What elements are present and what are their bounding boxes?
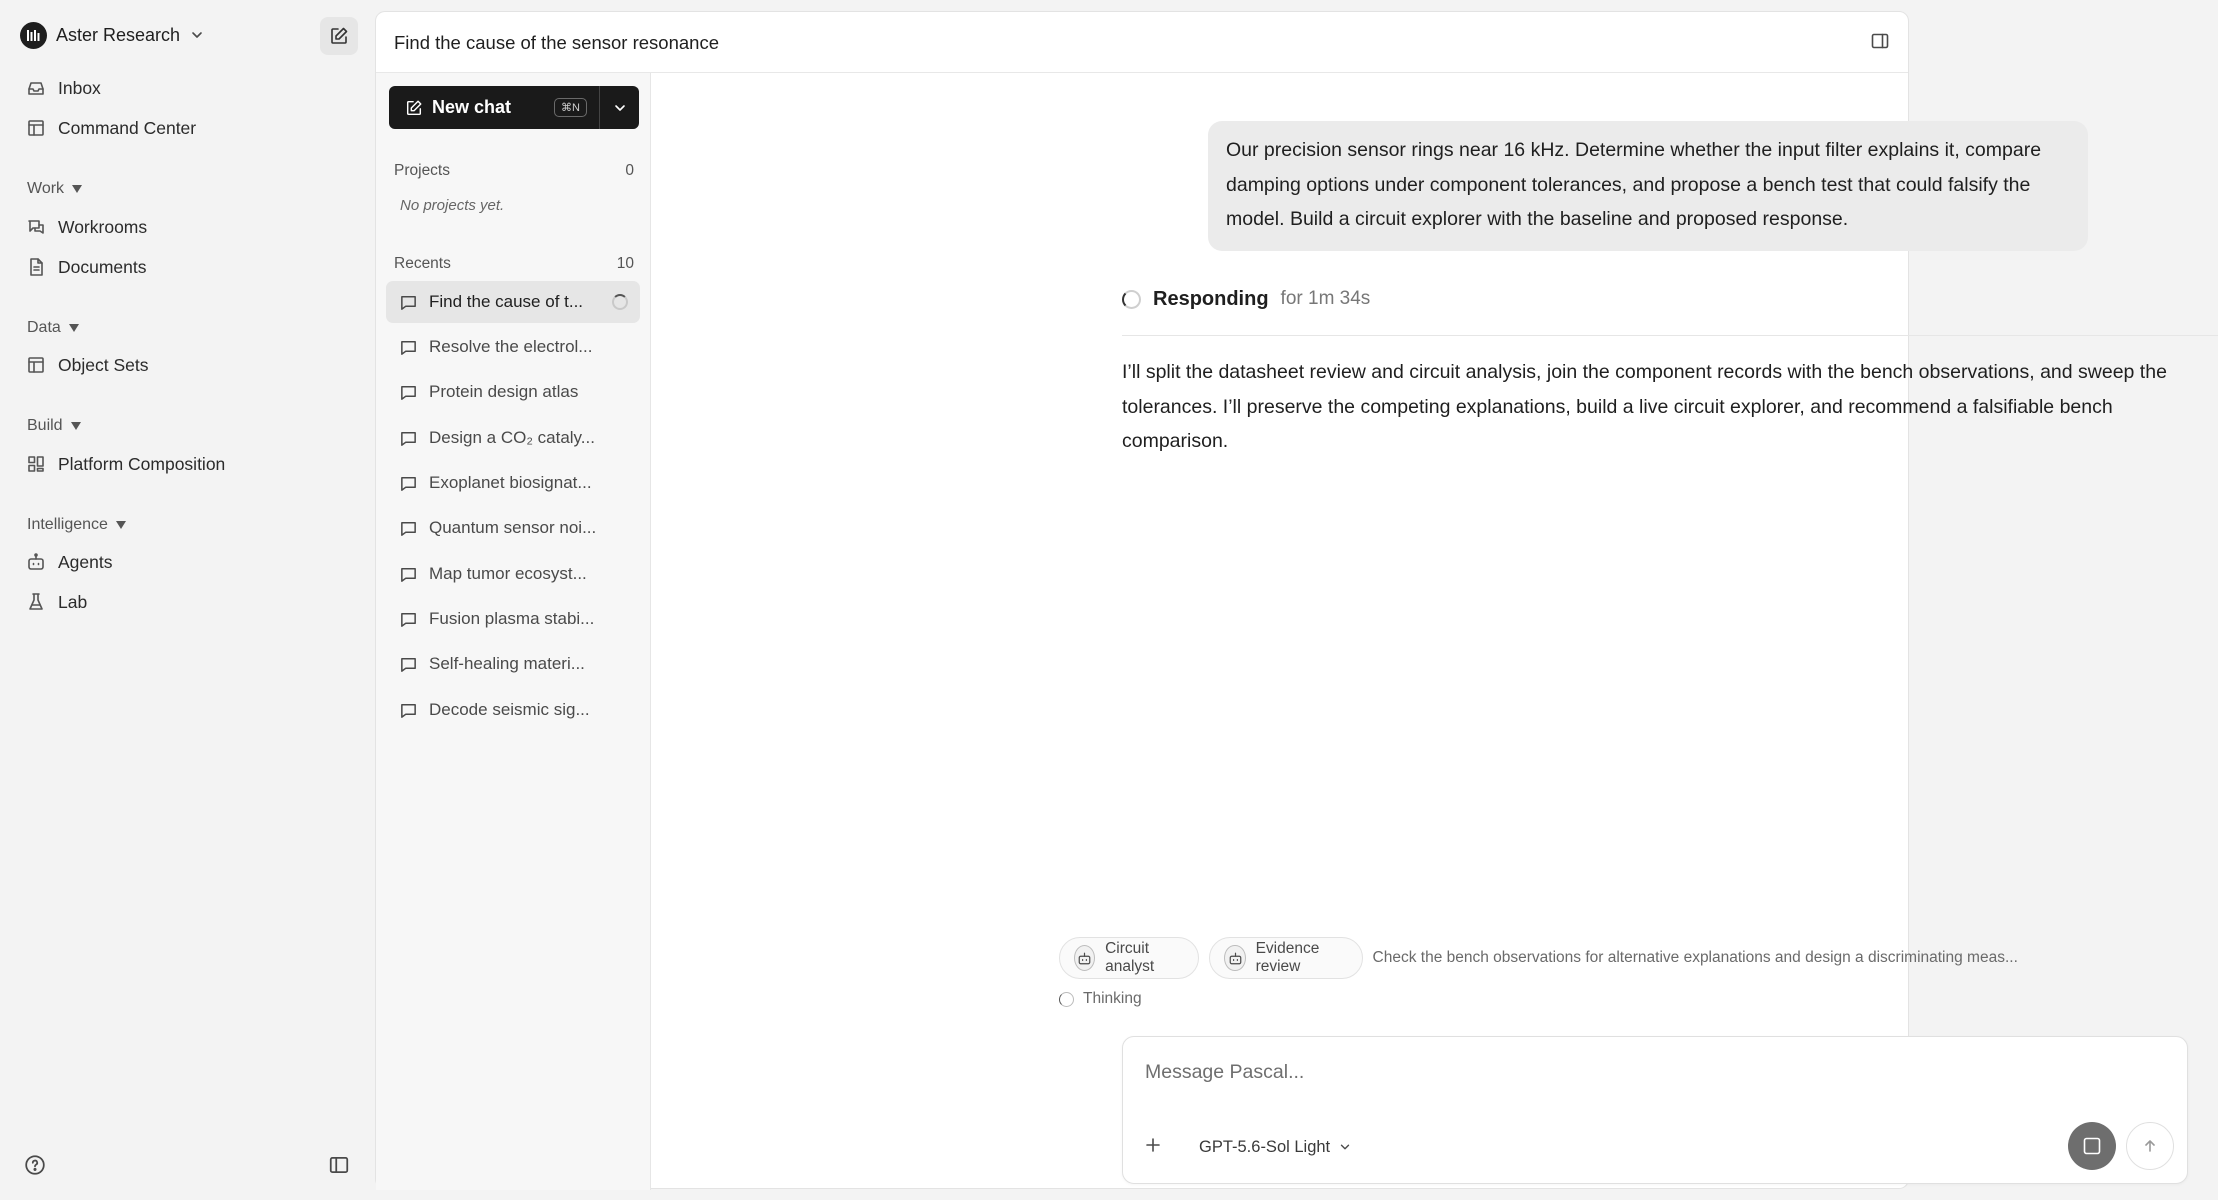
nav-object-sets-label: Object Sets bbox=[58, 354, 149, 375]
recent-chat-item[interactable] bbox=[386, 326, 640, 368]
nav-agents-label: Agents bbox=[58, 551, 113, 572]
collapse-sidebar-button[interactable] bbox=[328, 1154, 350, 1176]
recent-chat-title: Resolve the electrol... bbox=[429, 337, 593, 356]
chevron-down-icon bbox=[189, 27, 205, 43]
chat-list-panel bbox=[376, 73, 651, 1190]
inbox-icon bbox=[26, 78, 46, 98]
org-name: Aster Research bbox=[56, 24, 181, 45]
org-switcher[interactable] bbox=[20, 20, 205, 50]
recent-chat-title: Map tumor ecosyst... bbox=[429, 564, 587, 583]
grid-icon bbox=[26, 454, 46, 474]
section-work[interactable] bbox=[27, 178, 82, 200]
thinking-indicator bbox=[1059, 990, 1142, 1008]
nav-workrooms[interactable] bbox=[26, 211, 147, 243]
chat-bubble-icon bbox=[399, 293, 418, 312]
attach-button[interactable] bbox=[1143, 1135, 1163, 1155]
recent-chat-item[interactable] bbox=[386, 553, 640, 595]
recent-chat-item[interactable] bbox=[386, 417, 640, 459]
arrow-up-icon bbox=[2142, 1138, 2158, 1154]
projects-label: Projects bbox=[394, 162, 450, 179]
stop-generation-button[interactable] bbox=[2068, 1122, 2116, 1170]
recent-chat-title: Fusion plasma stabi... bbox=[429, 609, 595, 628]
active-agents-row bbox=[1059, 936, 2018, 980]
caret-down-icon bbox=[71, 422, 81, 430]
new-chat-options-button[interactable] bbox=[599, 86, 639, 129]
chat-bubble-icon bbox=[399, 565, 418, 584]
main-header bbox=[376, 12, 1908, 73]
chat-bubble-icon bbox=[399, 610, 418, 629]
section-intelligence[interactable] bbox=[27, 514, 126, 536]
chat-bubbles-icon bbox=[26, 217, 46, 237]
model-name: GPT-5.6-Sol Light bbox=[1199, 1137, 1331, 1156]
nav-command-center[interactable] bbox=[26, 112, 196, 144]
user-message-bubble: Our precision sensor rings near 16 kHz. Determine whether the input filter explains it, compare damping options under component tolerances, and propose a bench test that could falsify the model. Build a circuit explorer with the baseline and proposed response. bbox=[1208, 121, 2088, 251]
agent-chip-evidence-review[interactable] bbox=[1209, 937, 1362, 979]
send-button[interactable] bbox=[2126, 1122, 2174, 1170]
recent-chat-item[interactable] bbox=[386, 643, 640, 685]
chat-bubble-icon bbox=[399, 429, 418, 448]
chat-bubble-icon bbox=[399, 519, 418, 538]
nav-lab[interactable] bbox=[26, 586, 87, 618]
sidebar-toggle-icon bbox=[328, 1154, 350, 1176]
robot-icon bbox=[26, 552, 46, 572]
recents-header bbox=[394, 255, 634, 273]
message-input[interactable] bbox=[1145, 1061, 2145, 1084]
left-sidebar bbox=[0, 0, 374, 1200]
nav-workrooms-label: Workrooms bbox=[58, 216, 148, 237]
nav-inbox-label: Inbox bbox=[58, 77, 101, 98]
new-chat-main[interactable] bbox=[389, 86, 599, 129]
loading-spinner-icon bbox=[1059, 992, 1074, 1007]
table-icon bbox=[26, 355, 46, 375]
nav-platform-composition-label: Platform Composition bbox=[58, 453, 226, 474]
recent-chat-item[interactable] bbox=[386, 689, 640, 731]
section-data[interactable] bbox=[27, 317, 79, 339]
conversation-panel bbox=[652, 73, 2167, 1190]
nav-command-center-label: Command Center bbox=[58, 117, 197, 138]
chat-bubble-icon bbox=[399, 655, 418, 674]
loading-spinner-icon bbox=[1122, 290, 1141, 309]
new-chat-button[interactable] bbox=[389, 86, 639, 129]
section-build[interactable] bbox=[27, 415, 81, 437]
recents-count: 10 bbox=[616, 255, 634, 272]
recent-chat-title: Design a CO₂ cataly... bbox=[429, 428, 595, 447]
help-button[interactable] bbox=[24, 1154, 46, 1176]
page-title: Find the cause of the sensor resonance bbox=[394, 32, 719, 53]
projects-header bbox=[394, 162, 634, 180]
caret-down-icon bbox=[69, 324, 79, 332]
nav-lab-label: Lab bbox=[58, 591, 88, 612]
loading-spinner-icon bbox=[612, 294, 628, 310]
caret-down-icon bbox=[116, 521, 126, 529]
chat-bubble-icon bbox=[399, 474, 418, 493]
robot-icon-wrap bbox=[1074, 945, 1095, 971]
recents-label: Recents bbox=[394, 255, 451, 272]
chat-bubble-icon bbox=[399, 383, 418, 402]
robot-icon bbox=[1077, 951, 1092, 966]
recent-chat-item[interactable] bbox=[386, 598, 640, 640]
section-build-label: Build bbox=[27, 417, 63, 434]
help-icon bbox=[24, 1154, 46, 1176]
recent-chat-item[interactable] bbox=[386, 462, 640, 504]
status-time: for 1m 34s bbox=[1280, 288, 1371, 309]
stop-icon bbox=[2083, 1137, 2101, 1155]
layout-icon bbox=[26, 118, 46, 138]
recent-chat-item[interactable] bbox=[386, 507, 640, 549]
chevron-down-icon bbox=[612, 100, 628, 116]
recent-chat-title: Decode seismic sig... bbox=[429, 700, 590, 719]
caret-down-icon bbox=[72, 185, 82, 193]
nav-platform-composition[interactable] bbox=[26, 448, 225, 480]
agent-chip-circuit-analyst[interactable] bbox=[1059, 937, 1199, 979]
status-label: Responding bbox=[1153, 287, 1269, 310]
nav-object-sets[interactable] bbox=[26, 349, 148, 381]
recent-chat-title: Quantum sensor noi... bbox=[429, 518, 597, 537]
nav-inbox[interactable] bbox=[26, 72, 101, 104]
document-icon bbox=[26, 257, 46, 277]
nav-documents-label: Documents bbox=[58, 256, 147, 277]
shortcut-badge: ⌘N bbox=[554, 98, 587, 117]
assistant-reply: I’ll split the datasheet review and circuit analysis, join the component records with the bench observations, and sweep the tolerances. I’ll preserve the competing explanations, build a live circuit explorer, and recommend a falsifiable bench comparison. bbox=[1122, 361, 2167, 452]
plus-icon bbox=[1143, 1135, 1163, 1155]
section-intelligence-label: Intelligence bbox=[27, 516, 108, 533]
message-composer bbox=[1122, 1036, 2188, 1184]
model-selector[interactable] bbox=[1199, 1135, 1352, 1159]
recent-chat-item[interactable] bbox=[386, 281, 640, 323]
projects-empty-note: No projects yet. bbox=[400, 197, 505, 214]
panel-right-icon bbox=[1870, 31, 1890, 51]
robot-icon bbox=[1228, 951, 1243, 966]
flask-icon bbox=[26, 592, 46, 612]
projects-count: 0 bbox=[625, 162, 634, 179]
chevron-down-icon bbox=[1338, 1140, 1352, 1154]
recent-chat-item[interactable] bbox=[386, 371, 640, 413]
recent-chat-title: Protein design atlas bbox=[429, 382, 579, 401]
nav-agents[interactable] bbox=[26, 546, 112, 578]
compose-button[interactable] bbox=[320, 17, 358, 55]
new-chat-label: New chat bbox=[432, 97, 512, 117]
chat-bubble-icon bbox=[399, 338, 418, 357]
compose-icon bbox=[329, 26, 349, 46]
nav-documents[interactable] bbox=[26, 251, 147, 283]
agent-task-description: Check the bench observations for alternative explanations and design a discriminating meas... bbox=[1372, 949, 2018, 966]
recent-chat-title: Find the cause of t... bbox=[429, 292, 584, 311]
thinking-label: Thinking bbox=[1083, 990, 1142, 1007]
main-panel bbox=[375, 11, 2167, 1189]
robot-icon-wrap bbox=[1224, 945, 1245, 971]
section-work-label: Work bbox=[27, 180, 65, 197]
divider bbox=[1122, 335, 2218, 336]
org-logo-icon bbox=[20, 22, 47, 49]
agent-chip-label: Evidence review bbox=[1255, 940, 1320, 975]
compose-icon bbox=[405, 99, 423, 117]
recent-chat-title: Self-healing materi... bbox=[429, 654, 585, 673]
section-data-label: Data bbox=[27, 319, 61, 336]
chat-bubble-icon bbox=[399, 701, 418, 720]
toggle-right-panel-button[interactable] bbox=[1870, 31, 1890, 51]
agent-chip-label: Circuit analyst bbox=[1105, 940, 1155, 975]
response-status bbox=[1122, 284, 1370, 314]
recent-chat-title: Exoplanet biosignat... bbox=[429, 473, 592, 492]
